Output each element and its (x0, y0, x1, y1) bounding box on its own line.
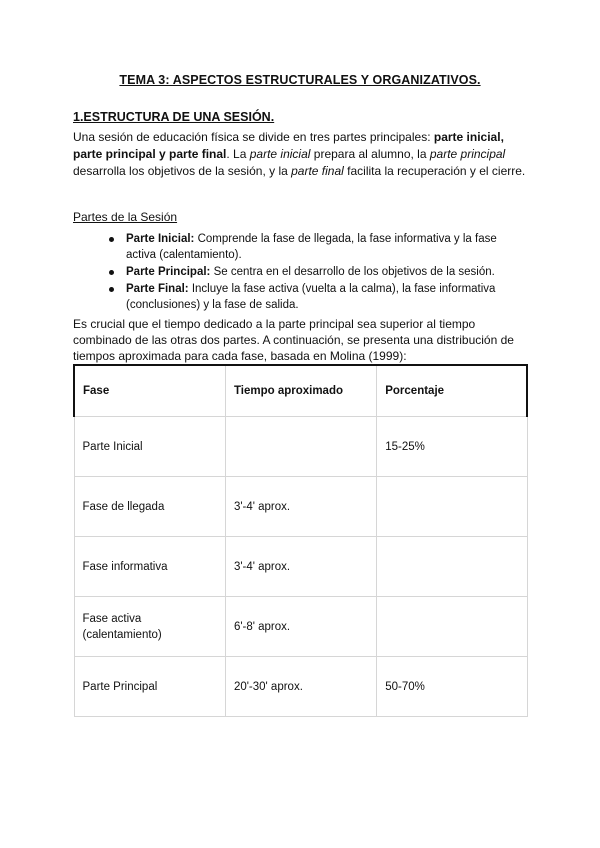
cell-tiempo: 6'-8' aprox. (225, 597, 376, 657)
bullet-dot-icon (109, 270, 114, 275)
cell-porcentaje (377, 597, 527, 657)
intro-italic-principal: parte principal (429, 147, 506, 161)
bullet-list (107, 231, 527, 314)
intro-bold-parts: parte inicial, parte principal y parte final (73, 130, 504, 161)
cell-porcentaje: 50-70% (377, 657, 527, 717)
bullet-text: Incluye la fase activa (vuelta a la calma), la fase informativa (conclusiones) y la fase de salida. (126, 283, 496, 311)
section-heading: 1.ESTRUCTURA DE UNA SESIÓN. (73, 110, 275, 124)
bullet-text: Comprende la fase de llegada, la fase informativa y la fase activa (calentamiento). (126, 233, 497, 261)
document-title: TEMA 3: ASPECTOS ESTRUCTURALES Y ORGANIZATIVOS. (119, 73, 481, 87)
intro-italic-initial: parte inicial (249, 147, 311, 161)
table-header-row (74, 365, 527, 417)
subheading-partes: Partes de la Sesión (73, 210, 178, 224)
intro-text-5: facilita la recuperación y el cierre. (343, 164, 526, 178)
cell-tiempo: 20'-30' aprox. (225, 657, 376, 717)
bullet-label: Parte Principal: (126, 266, 211, 278)
cell-tiempo: 3'-4' aprox. (225, 477, 376, 537)
bullet-item (107, 281, 527, 313)
header-fase: Fase (74, 365, 225, 417)
cell-fase: Fase informativa (74, 537, 225, 597)
bullet-label: Parte Final: (126, 283, 189, 295)
header-porcentaje: Porcentaje (377, 365, 527, 417)
table-row (74, 537, 527, 597)
cell-porcentaje (377, 477, 527, 537)
cell-tiempo (225, 417, 376, 477)
bullet-text: Se centra en el desarrollo de los objetivos de la sesión. (210, 266, 495, 278)
table-row (74, 477, 527, 537)
distribution-paragraph: Es crucial que el tiempo dedicado a la parte principal sea superior al tiempo combinado de las otras dos partes. A continuación, se presenta una distribución de tiempos aproximada para cada fase, basada en Molina (1999): (73, 317, 514, 363)
intro-text-4: desarrolla los objetivos de la sesión, y la (73, 164, 292, 178)
intro-italic-final: parte final (291, 164, 344, 178)
table-row (74, 417, 527, 477)
bullet-label: Parte Inicial: (126, 233, 195, 245)
cell-porcentaje: 15-25% (377, 417, 527, 477)
header-tiempo: Tiempo aproximado (225, 365, 376, 417)
table-row (74, 657, 527, 717)
cell-fase: Parte Inicial (74, 417, 225, 477)
cell-tiempo: 3'-4' aprox. (225, 537, 376, 597)
bullet-item (107, 231, 527, 263)
intro-paragraph (73, 129, 533, 180)
table-row (74, 597, 527, 657)
intro-text-2: . La (226, 147, 250, 161)
bullet-dot-icon (109, 287, 114, 292)
cell-fase: Fase activa (calentamiento) (74, 597, 225, 657)
cell-porcentaje (377, 537, 527, 597)
bullet-dot-icon (109, 237, 114, 242)
cell-fase: Parte Principal (74, 657, 225, 717)
intro-text-3: prepara al alumno, la (310, 147, 430, 161)
intro-text-1: Una sesión de educación física se divide en tres partes principales: (73, 130, 434, 144)
cell-fase: Fase de llegada (74, 477, 225, 537)
phases-table (73, 364, 528, 717)
bullet-item (107, 264, 527, 280)
